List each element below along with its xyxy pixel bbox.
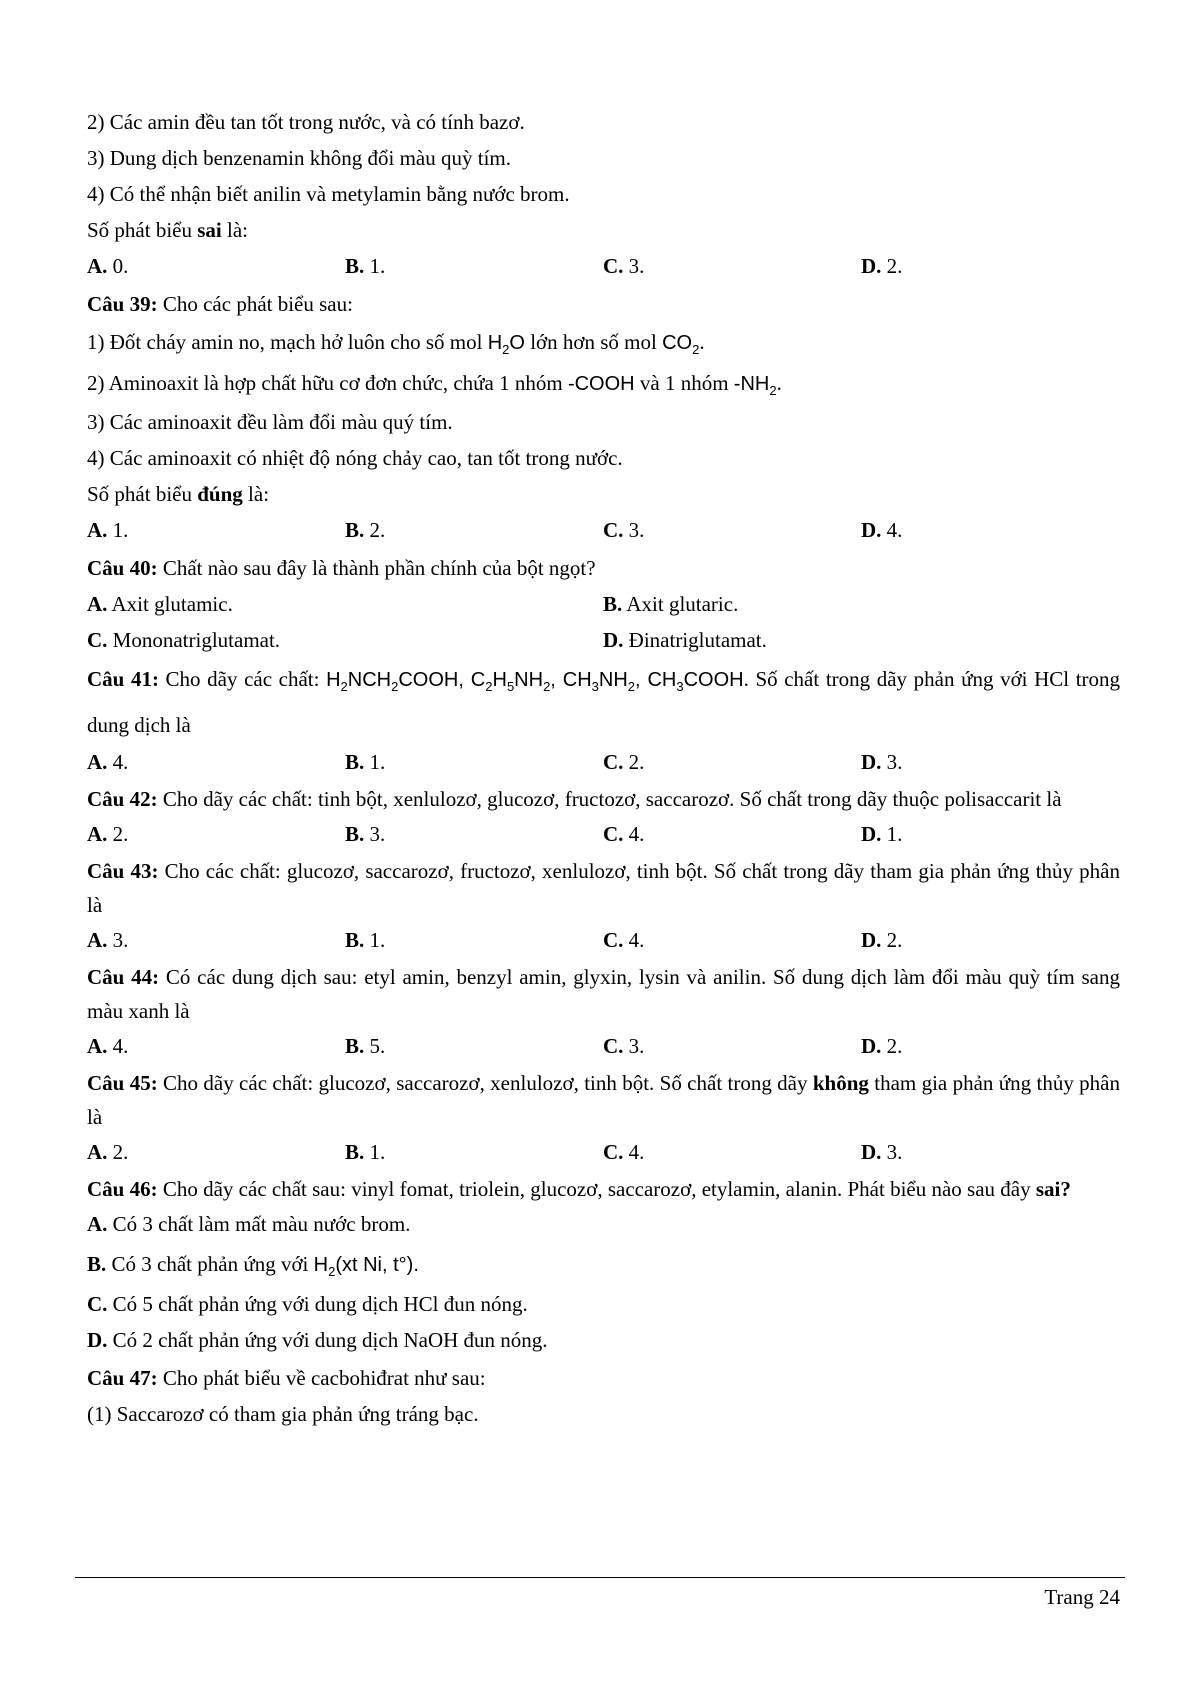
option-a[interactable]: A. 2. bbox=[87, 1140, 129, 1164]
option-d[interactable]: D. 2. bbox=[861, 1034, 903, 1058]
emphasis-keyword: sai? bbox=[1035, 1177, 1071, 1201]
answer-options bbox=[87, 922, 1120, 958]
emphasis-keyword: không bbox=[812, 1071, 869, 1095]
option-b[interactable]: B. Có 3 chất phản ứng với $H_2(xt$ Ni, t°). bbox=[87, 1252, 419, 1279]
option-d[interactable]: D. 3. bbox=[861, 750, 903, 774]
question-number: Câu 44: bbox=[87, 965, 160, 989]
option-a[interactable]: A. Axit glutamic. bbox=[87, 592, 233, 616]
question-40 bbox=[87, 550, 1120, 586]
option-a[interactable]: A. 2. bbox=[87, 822, 129, 846]
question-number: Câu 42: bbox=[87, 787, 158, 811]
question-number: Câu 39: bbox=[87, 292, 158, 316]
question-41: Câu 41: Cho dãy các chất: $H_2NCH_2COOH$, $C_2H_5NH_2$, $CH_3NH_2$, $CH_3COOH$. Số chất trong dãy phản ứng với HCl trong dung dịch là bbox=[87, 667, 1121, 737]
question-stem: Cho dãy các chất: tinh bột, xenlulozơ, glucozơ, fructozơ, saccarozơ. Số chất trong dãy thuộc polisaccarit là bbox=[157, 787, 1062, 811]
footer-divider bbox=[75, 1577, 1125, 1578]
question-43 bbox=[87, 854, 1120, 922]
answer-options bbox=[87, 744, 1120, 780]
ask-text: là: bbox=[221, 218, 249, 242]
question-number: Câu 46: bbox=[87, 1177, 158, 1201]
option-c[interactable]: C. 3. bbox=[603, 254, 645, 278]
question-number: Câu 40: bbox=[87, 556, 158, 580]
question-47 bbox=[87, 1360, 1120, 1396]
question-number: Câu 43: bbox=[87, 859, 159, 883]
question-number: Câu 47: bbox=[87, 1366, 158, 1390]
ask-keyword: đúng bbox=[197, 482, 243, 506]
option-b[interactable]: B. 1. bbox=[345, 928, 386, 952]
question-stem: Cho phát biểu về cacbohiđrat như sau: bbox=[157, 1366, 486, 1390]
option-b[interactable]: B. 2. bbox=[345, 518, 386, 542]
statement-line: 3) Dung dịch benzenamin không đổi màu quỳ tím. bbox=[87, 146, 512, 170]
option-b[interactable]: B. 1. bbox=[345, 1140, 386, 1164]
statement-line: 2) Các amin đều tan tốt trong nước, và có tính bazơ. bbox=[87, 110, 525, 134]
ask-text: Số phát biểu bbox=[87, 218, 198, 242]
statement-line: 4) Có thể nhận biết anilin và metylamin bằng nước brom. bbox=[87, 182, 570, 206]
option-a[interactable]: A. 3. bbox=[87, 928, 129, 952]
question-number: Câu 45: bbox=[87, 1071, 158, 1095]
question-45: Câu 45: Cho dãy các chất: glucozơ, saccarozơ, xenlulozơ, tinh bột. Số chất trong dãy không tham gia phản ứng thủy phân là bbox=[87, 1071, 1120, 1129]
answer-options bbox=[87, 816, 1120, 852]
question-number: Câu 41: bbox=[87, 667, 159, 691]
option-b[interactable]: B. 1. bbox=[345, 750, 386, 774]
answer-options bbox=[87, 586, 1120, 622]
option-d[interactable]: D. Đinatriglutamat. bbox=[603, 628, 767, 652]
question-44 bbox=[87, 960, 1120, 1028]
question-42 bbox=[87, 782, 1120, 816]
option-c[interactable]: C. Có 5 chất phản ứng với dung dịch HCl đun nóng. bbox=[87, 1292, 528, 1316]
option-c[interactable]: C. 2. bbox=[603, 750, 645, 774]
page-number: Trang 24 bbox=[1044, 1585, 1120, 1609]
option-c[interactable]: C. 4. bbox=[603, 1140, 645, 1164]
option-b[interactable]: B. Axit glutaric. bbox=[603, 592, 739, 616]
option-c[interactable]: C. 4. bbox=[603, 822, 645, 846]
question-stem: Có các dung dịch sau: etyl amin, benzyl amin, glyxin, lysin và anilin. Số dung dịch làm đổi màu quỳ tím sang màu xanh là bbox=[87, 965, 1120, 1023]
question-ask: Số phát biểu đúng là: bbox=[87, 482, 270, 506]
option-a[interactable]: A. Có 3 chất làm mất màu nước brom. bbox=[87, 1212, 411, 1236]
statement-line: 3) Các aminoaxit đều làm đổi màu quý tím. bbox=[87, 410, 453, 434]
option-d[interactable]: D. 1. bbox=[861, 822, 903, 846]
option-c[interactable]: C. 3. bbox=[603, 518, 645, 542]
option-a[interactable]: A. 4. bbox=[87, 750, 129, 774]
statement-line: 4) Các aminoaxit có nhiệt độ nóng chảy cao, tan tốt trong nước. bbox=[87, 446, 623, 470]
option-c[interactable]: C. Mononatriglutamat. bbox=[87, 628, 281, 652]
option-b[interactable]: B. 5. bbox=[345, 1034, 386, 1058]
option-d[interactable]: D. Có 2 chất phản ứng với dung dịch NaOH đun nóng. bbox=[87, 1328, 548, 1352]
option-a[interactable]: A. 4. bbox=[87, 1034, 129, 1058]
question-46: Câu 46: Cho dãy các chất sau: vinyl fomat, triolein, glucozơ, saccarozơ, etylamin, alanin. Phát biểu nào sau đây sai? bbox=[87, 1177, 1071, 1201]
answer-options bbox=[87, 1134, 1120, 1170]
page-content bbox=[87, 104, 1120, 1432]
option-d[interactable]: D. 4. bbox=[861, 518, 903, 542]
option-d[interactable]: D. 3. bbox=[861, 1140, 903, 1164]
option-b[interactable]: B. 1. bbox=[345, 254, 386, 278]
option-d[interactable]: D. 2. bbox=[861, 928, 903, 952]
option-d[interactable]: D. 2. bbox=[861, 254, 903, 278]
question-stem: Chất nào sau đây là thành phần chính của bột ngọt? bbox=[157, 556, 596, 580]
formula-list: $H_2NCH_2COOH$, $C_2H_5NH_2$, $CH_3NH_2$, $CH_3COOH$ bbox=[326, 669, 744, 694]
answer-options bbox=[87, 1028, 1120, 1064]
question-ask bbox=[87, 212, 1120, 248]
statement-line: (1) Saccarozơ có tham gia phản ứng tráng bạc. bbox=[87, 1402, 479, 1426]
option-a[interactable]: A. 1. bbox=[87, 518, 129, 542]
answer-options bbox=[87, 622, 1120, 658]
question-stem: Cho các chất: glucozơ, saccarozơ, fructozơ, xenlulozơ, tinh bột. Số chất trong dãy tham gia phản ứng thủy phân là bbox=[87, 859, 1120, 917]
statement-line: 1) Đốt cháy amin no, mạch hở luôn cho số mol $H_2O$ lớn hơn số mol $CO_2$. bbox=[87, 330, 705, 357]
option-c[interactable]: C. 3. bbox=[603, 1034, 645, 1058]
question-stem: Cho các phát biểu sau: bbox=[157, 292, 353, 316]
option-b[interactable]: B. 3. bbox=[345, 822, 386, 846]
option-c[interactable]: C. 4. bbox=[603, 928, 645, 952]
answer-options bbox=[87, 248, 1120, 284]
option-a[interactable]: A. 0. bbox=[87, 254, 129, 278]
question-39 bbox=[87, 286, 1120, 322]
ask-keyword: sai bbox=[197, 218, 222, 242]
statement-line: 2) Aminoaxit là hợp chất hữu cơ đơn chức, chứa 1 nhóm -COOH và 1 nhóm $-NH_2$. bbox=[87, 371, 782, 398]
answer-options bbox=[87, 512, 1120, 548]
